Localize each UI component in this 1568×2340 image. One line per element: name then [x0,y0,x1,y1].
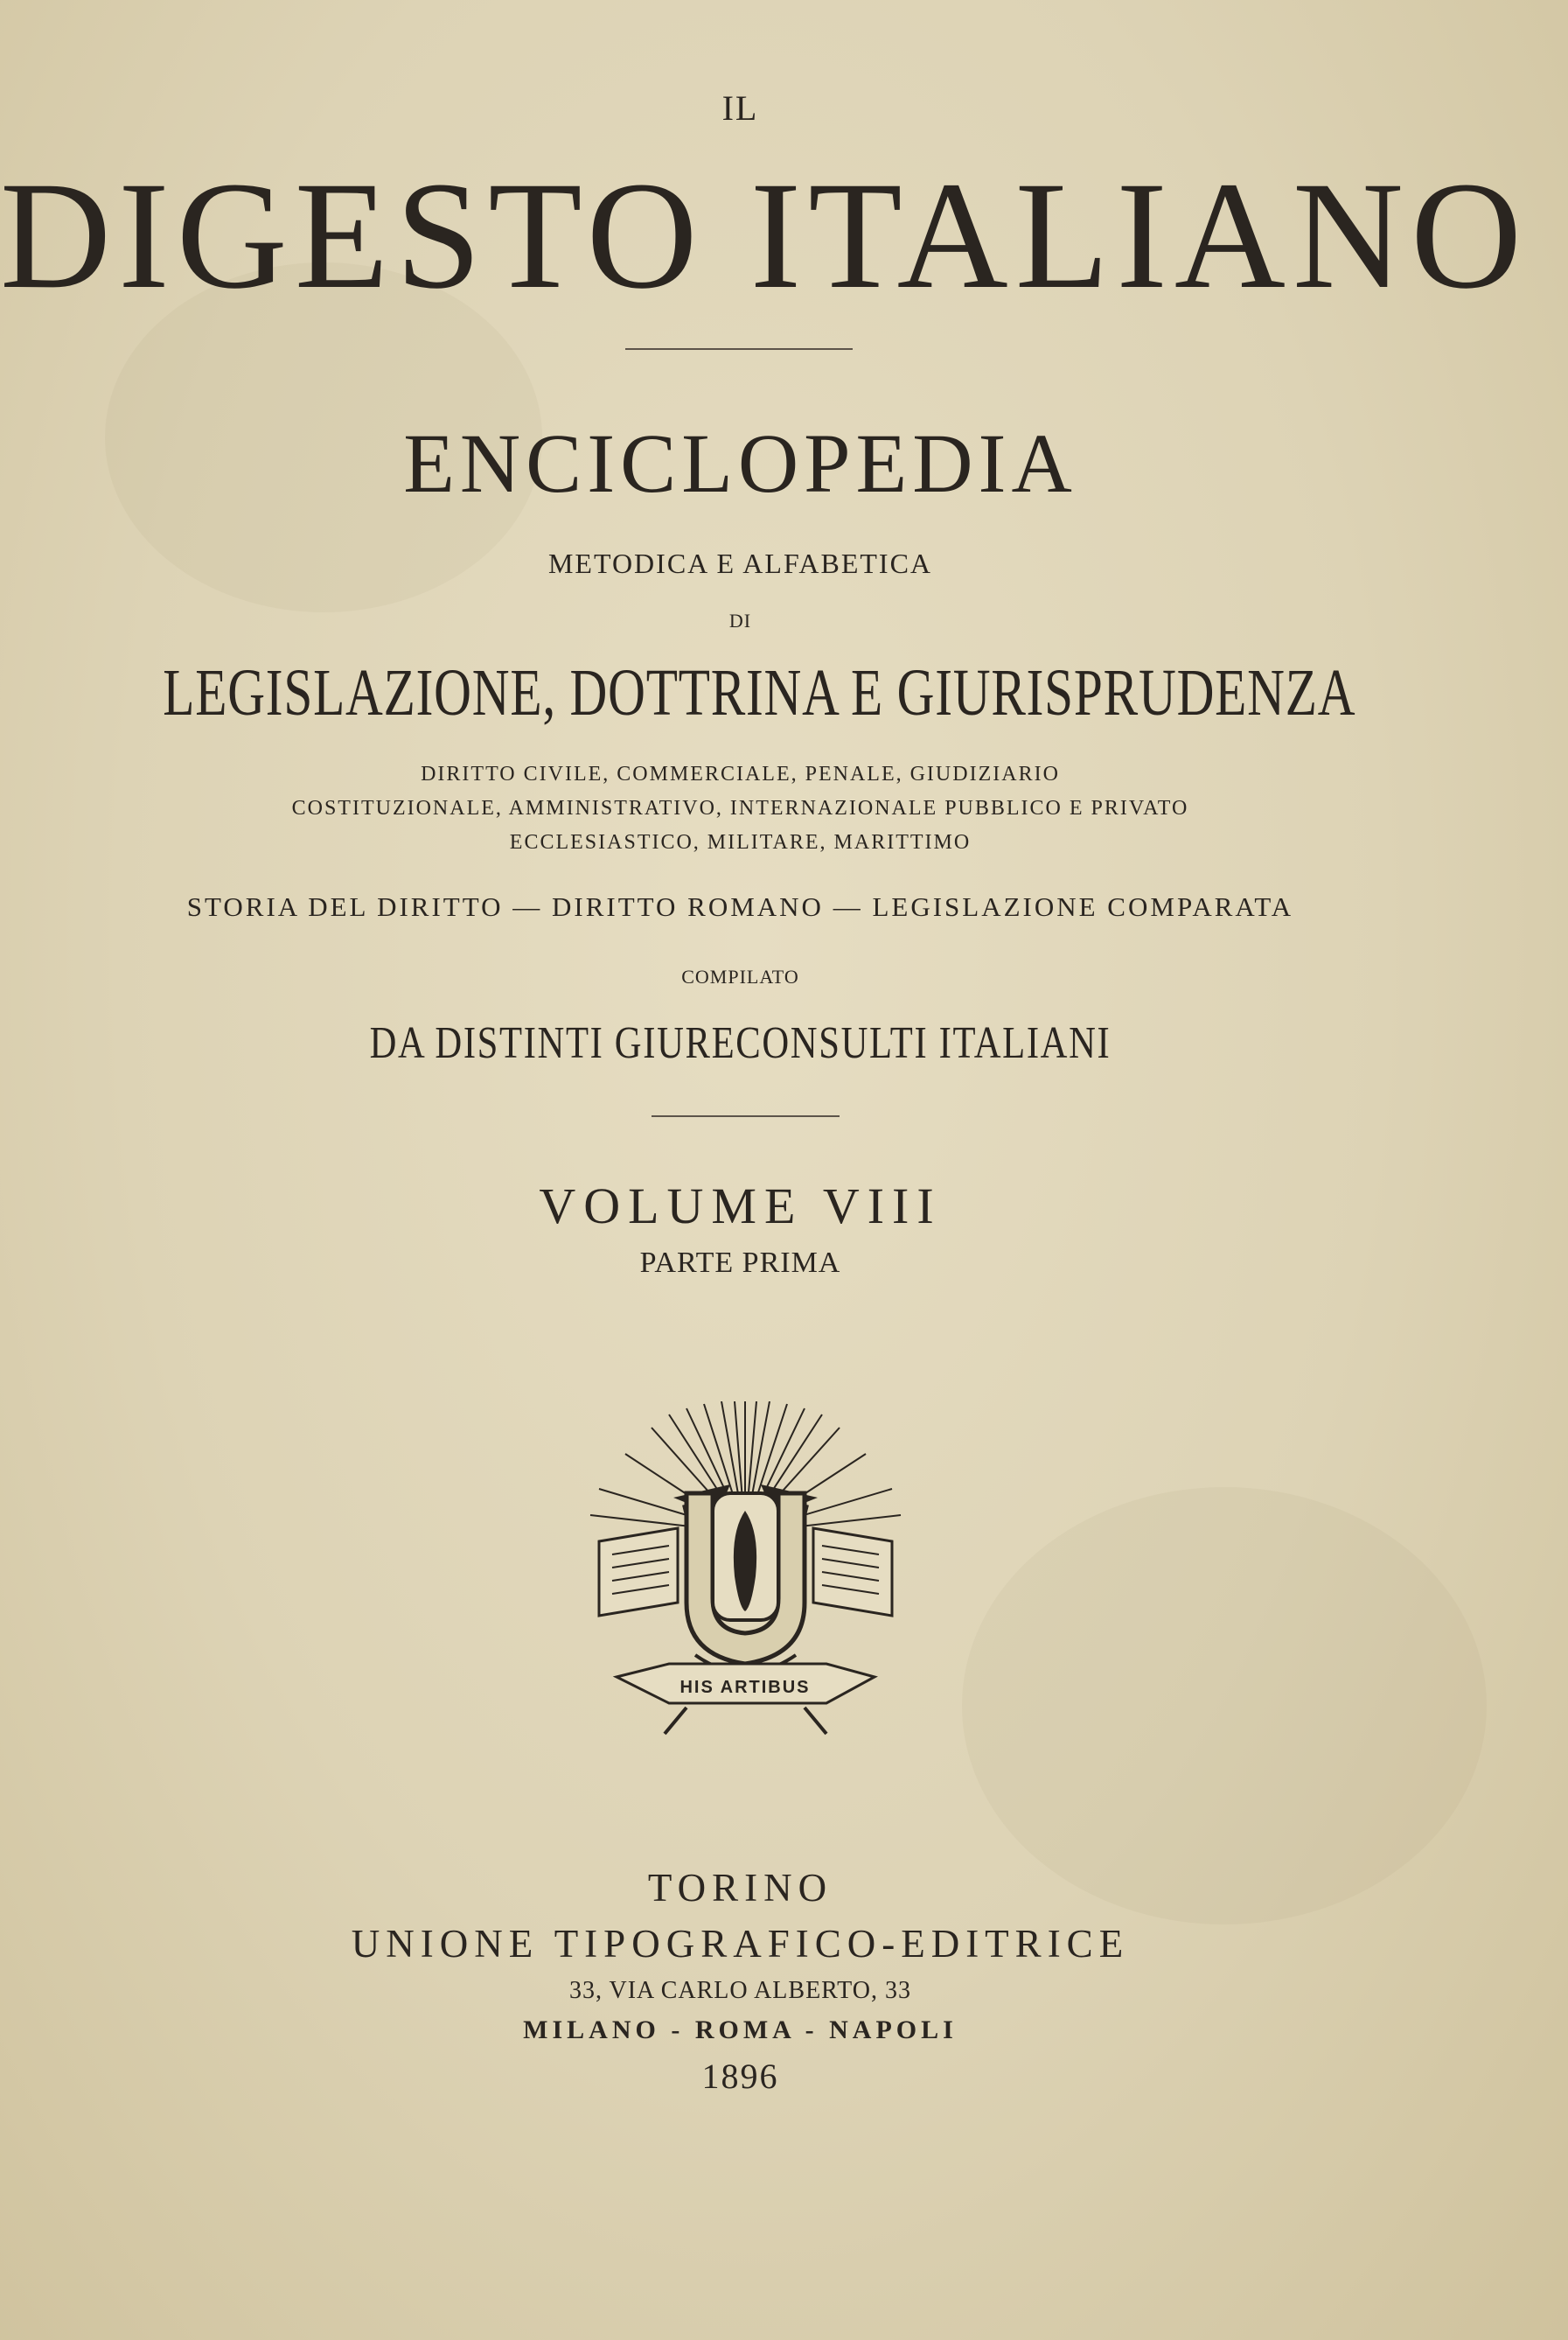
divider-rule [652,1115,840,1117]
branches-line-2: COSTITUZIONALE, AMMINISTRATIVO, INTERNAZIONALE PUBBLICO E PRIVATO [291,797,1189,820]
imprint-branches: MILANO - ROMA - NAPOLI [523,2015,958,2044]
publisher-emblem-icon [564,1401,927,1738]
branches-line-1: DIRITTO CIVILE, COMMERCIALE, PENALE, GIUDIZIARIO [421,763,1060,786]
subtitle-descriptor: METODICA E ALFABETICA [547,548,933,579]
motto-text: HIS ARTIBUS [679,1678,811,1697]
compiled-label: COMPILATO [681,966,799,988]
imprint-city: TORINO [647,1866,833,1910]
subtitle-connector: DI [728,610,752,632]
title-article: IL [721,88,759,128]
subtitle: ENCICLOPEDIA [403,416,1077,510]
authors-line: DA DISTINTI GIURECONSULTI ITALIANI [369,1018,1112,1068]
imprint-year: 1896 [701,2057,779,2096]
divider-rule [625,348,853,350]
volume-part: PARTE PRIMA [639,1247,841,1279]
paper-stain [962,1487,1487,1924]
page-title: DIGESTO ITALIANO [0,150,1530,321]
imprint-publisher: UNIONE TIPOGRAFICO-EDITRICE [351,1922,1130,1966]
history-line: STORIA DEL DIRITTO — DIRITTO ROMANO — LEGISLAZIONE COMPARATA [186,891,1294,922]
volume-number: VOLUME VIII [539,1177,942,1234]
imprint-address: 33, VIA CARLO ALBERTO, 33 [569,1977,911,2004]
subject-heading: LEGISLAZIONE, DOTTRINA E GIURISPRUDENZA [163,656,1356,730]
branches-line-3: ECCLESIASTICO, MILITARE, MARITTIMO [509,831,972,854]
